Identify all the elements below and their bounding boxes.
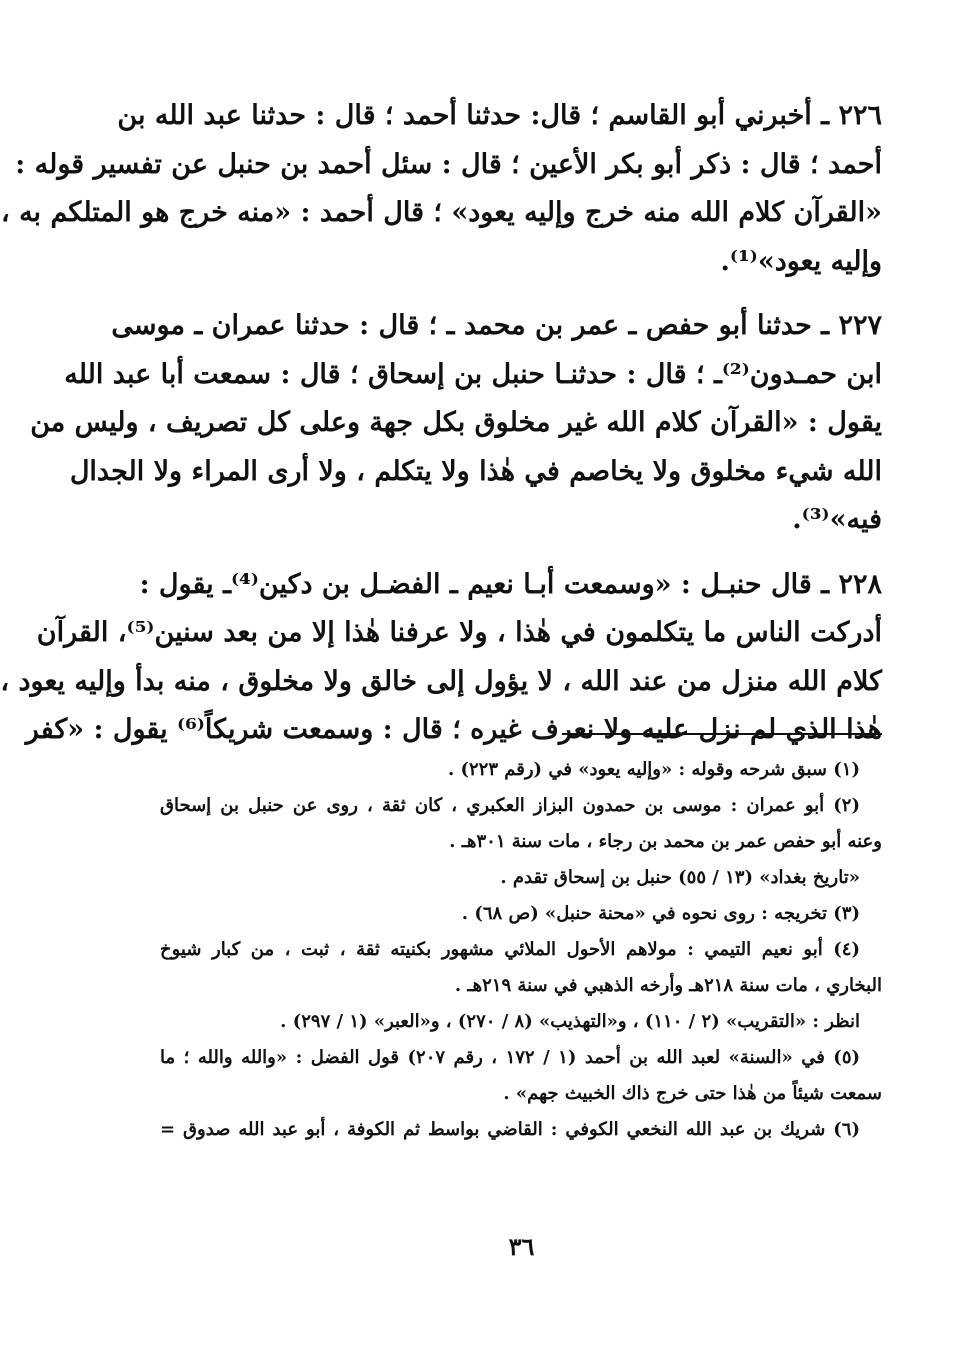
main-text	[0, 92, 882, 771]
footnote-line: انظر : «التقريب» (٢ / ١١٠) ، و«التهذيب» (٨ / ٢٧٠) ، و«العبر» (١ / ٢٩٧) .	[280, 1011, 860, 1032]
text-line: ٢٢٧ ـ حدثنا أبو حفص ـ عمر بن محمد ـ ؛ قال : حدثنا عمران ـ موسى	[111, 310, 882, 341]
footnote-line: البخاري ، مات سنة ٢١٨هـ وأرخه الذهبي في سنة ٢١٩هـ .	[454, 975, 882, 996]
text-line: ٢٢٨ ـ قال حنبـل : «وسمعت أبـا نعيم ـ الفضـل بن دكين⁽⁴⁾ـ يقول :	[139, 568, 882, 600]
text-line: «القرآن كلام الله منه خرج وإليه يعود» ؛ قال أحمد : «منه خرج هو المتلكم به ،	[0, 197, 882, 228]
footnote-line: (٤) أبو نعيم التيمي : مولاهم الأحول الملائي مشهور بكنيته ثقة ، ثبت ، من كبار شيوخ	[160, 939, 860, 960]
text-line: الله شيء مخلوق ولا يخاصم في هٰذا ولا يتكلم ، ولا أرى المراء ولا الجدال	[69, 455, 882, 487]
text-line: ابن حمـدون⁽²⁾ـ ؛ قال : حدثنـا حنبل بن إسحاق ؛ قال : سمعت أبا عبد الله	[64, 358, 882, 390]
footnote-line: (٢) أبو عمران : موسى بن حمدون البزاز العكبري ، كان ثقة ، روى عن حنبل بن إسحاق	[160, 795, 860, 816]
page-number: ٣٦	[508, 1232, 535, 1261]
paragraph-227	[30, 302, 882, 545]
footnote-separator	[562, 733, 882, 735]
text-line: أدركت الناس ما يتكلمون في هٰذا ، ولا عرفنا هٰذا إلا من بعد سنين⁽⁵⁾، القرآن	[36, 617, 882, 648]
footnotes	[160, 752, 882, 1148]
footnote-line: سمعت شيئاً من هٰذا حتى خرج ذاك الخبيث جهم» .	[503, 1083, 882, 1104]
text-line: وإليه يعود»⁽¹⁾.	[720, 245, 882, 277]
footnote-line: «تاريخ بغداد» (١٣ / ٥٥) حنبل بن إسحاق تقدم .	[500, 867, 860, 888]
text-line: فيه»⁽³⁾.	[792, 504, 882, 535]
footnote-line: (٦) شريك بن عبد الله النخعي الكوفي : القاضي بواسط ثم الكوفة ، أبو عبد الله صدوق =	[160, 1119, 860, 1140]
footnote-line: (٣) تخريجه : روى نحوه في «محنة حنبل» (ص ٦٨) .	[461, 903, 860, 924]
text-line: أحمد ؛ قال : ذكر أبو بكر الأعين ؛ قال : سئل أحمد بن حنبل عن تفسير قوله :	[15, 148, 882, 180]
text-line: يقول : «القرآن كلام الله غير مخلوق بكل جهة وعلى كل تصريف ، وليس من	[30, 407, 882, 438]
text-line: هٰذا الذي لم نزل عليه ولا نعرف غيره ؛ قال : وسمعت شريكاً⁽⁶⁾ يقول : «كفر	[25, 714, 882, 745]
footnote-line: (١) سبق شرحه وقوله : «وإليه يعود» في (رقم ٢٢٣) .	[447, 759, 860, 780]
paragraph-226	[0, 92, 882, 286]
text-line: كلام الله منزل من عند الله ، لا يؤول إلى خالق ولا مخلوق ، منه بدأ وإليه يعود ،	[0, 665, 882, 697]
paragraph-228	[0, 561, 882, 755]
text-line: ٢٢٦ ـ أخبرني أبو القاسم ؛ قال: حدثنا أحمد ؛ قال : حدثنا عبد الله بن	[117, 100, 882, 131]
footnote-line: (٥) في «السنة» لعبد الله بن أحمد (١ / ١٧٢ ، رقم ٢٠٧) قول الفضل : «والله والله ؛ ما	[160, 1047, 861, 1068]
footnote-line: وعنه أبو حفص عمر بن محمد بن رجاء ، مات سنة ٣٠١هـ .	[449, 831, 882, 852]
